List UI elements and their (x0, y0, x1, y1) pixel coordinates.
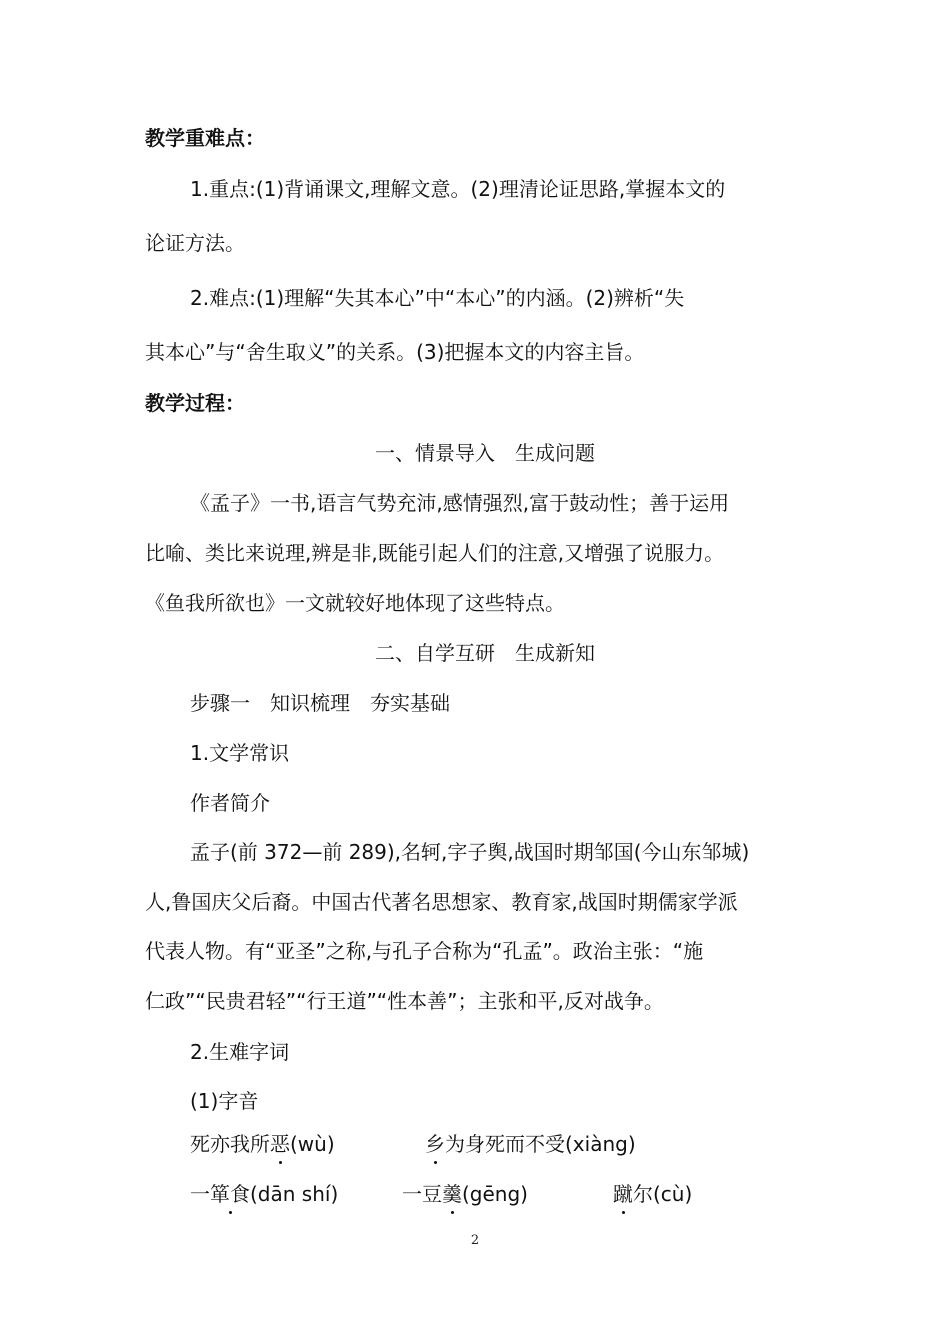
paragraph-line: 比喻、类比来说理,辨是非,既能引起人们的注意,又增强了说服力。 (145, 541, 725, 565)
pronunciation-entry: 死亦我所恶(wù) (190, 1132, 335, 1156)
paragraph-line: 《鱼我所欲也》一文就较好地体现了这些特点。 (145, 591, 565, 615)
pronunciation-entry: 一豆羹(gēng) (402, 1182, 528, 1206)
pinyin: (dān shí) (250, 1182, 339, 1206)
paragraph-line: 《孟子》一书,语言气势充沛,感情强烈,富于鼓动性；善于运用 (190, 491, 730, 515)
emphasis-dotted-char: 蹴 (613, 1182, 633, 1206)
paragraph-line: 仁政”“民贵君轻”“行王道”“性本善”；主张和平,反对战争。 (145, 989, 664, 1013)
paragraph-line: 1.重点:(1)背诵课文,理解文意。(2)理清论证思路,掌握本文的 (190, 177, 726, 201)
page-number: 2 (470, 1233, 480, 1248)
emphasis-dotted-char: 乡 (425, 1132, 445, 1156)
pronunciation-entry: 一箪食(dān shí) (190, 1182, 339, 1206)
pinyin: (xiàng) (565, 1132, 636, 1156)
pinyin: (cù) (653, 1182, 693, 1206)
emphasis-dotted-char: 恶 (270, 1132, 290, 1156)
subsection-title: 二、自学互研 生成新知 (375, 641, 595, 665)
step-title: 步骤一 知识梳理 夯实基础 (190, 691, 450, 715)
emphasis-dotted-char: 箪食 (210, 1182, 250, 1206)
pinyin: (gēng) (462, 1182, 528, 1206)
item-title: 1.文学常识 (190, 741, 290, 765)
pronunciation-entry: 乡为身死而不受(xiàng) (425, 1132, 636, 1156)
paragraph-line: 孟子(前 372—前 289),名轲,字子舆,战国时期邹国(今山东邹城) (190, 840, 750, 864)
pinyin: (wù) (290, 1132, 335, 1156)
item-subtitle: 作者简介 (190, 791, 270, 815)
item-subtitle: (1)字音 (190, 1089, 259, 1113)
paragraph-line: 代表人物。有“亚圣”之称,与孔子合称为“孔孟”。政治主张：“施 (145, 939, 704, 963)
paragraph-line: 其本心”与“舍生取义”的关系。(3)把握本文的内容主旨。 (145, 340, 645, 364)
section-heading-teaching-process: 教学过程： (145, 391, 245, 415)
paragraph-line: 人,鲁国庆父后裔。中国古代著名思想家、教育家,战国时期儒家学派 (145, 890, 738, 914)
section-heading-teaching-focus: 教学重难点： (145, 126, 265, 150)
paragraph-line: 2.难点:(1)理解“失其本心”中“本心”的内涵。(2)辨析“失 (190, 286, 685, 310)
subsection-title: 一、情景导入 生成问题 (375, 441, 595, 465)
paragraph-line: 论证方法。 (145, 231, 245, 255)
pronunciation-entry: 蹴尔(cù) (613, 1182, 693, 1206)
emphasis-dotted-char: 羹 (442, 1182, 462, 1206)
item-title: 2.生难字词 (190, 1040, 290, 1064)
